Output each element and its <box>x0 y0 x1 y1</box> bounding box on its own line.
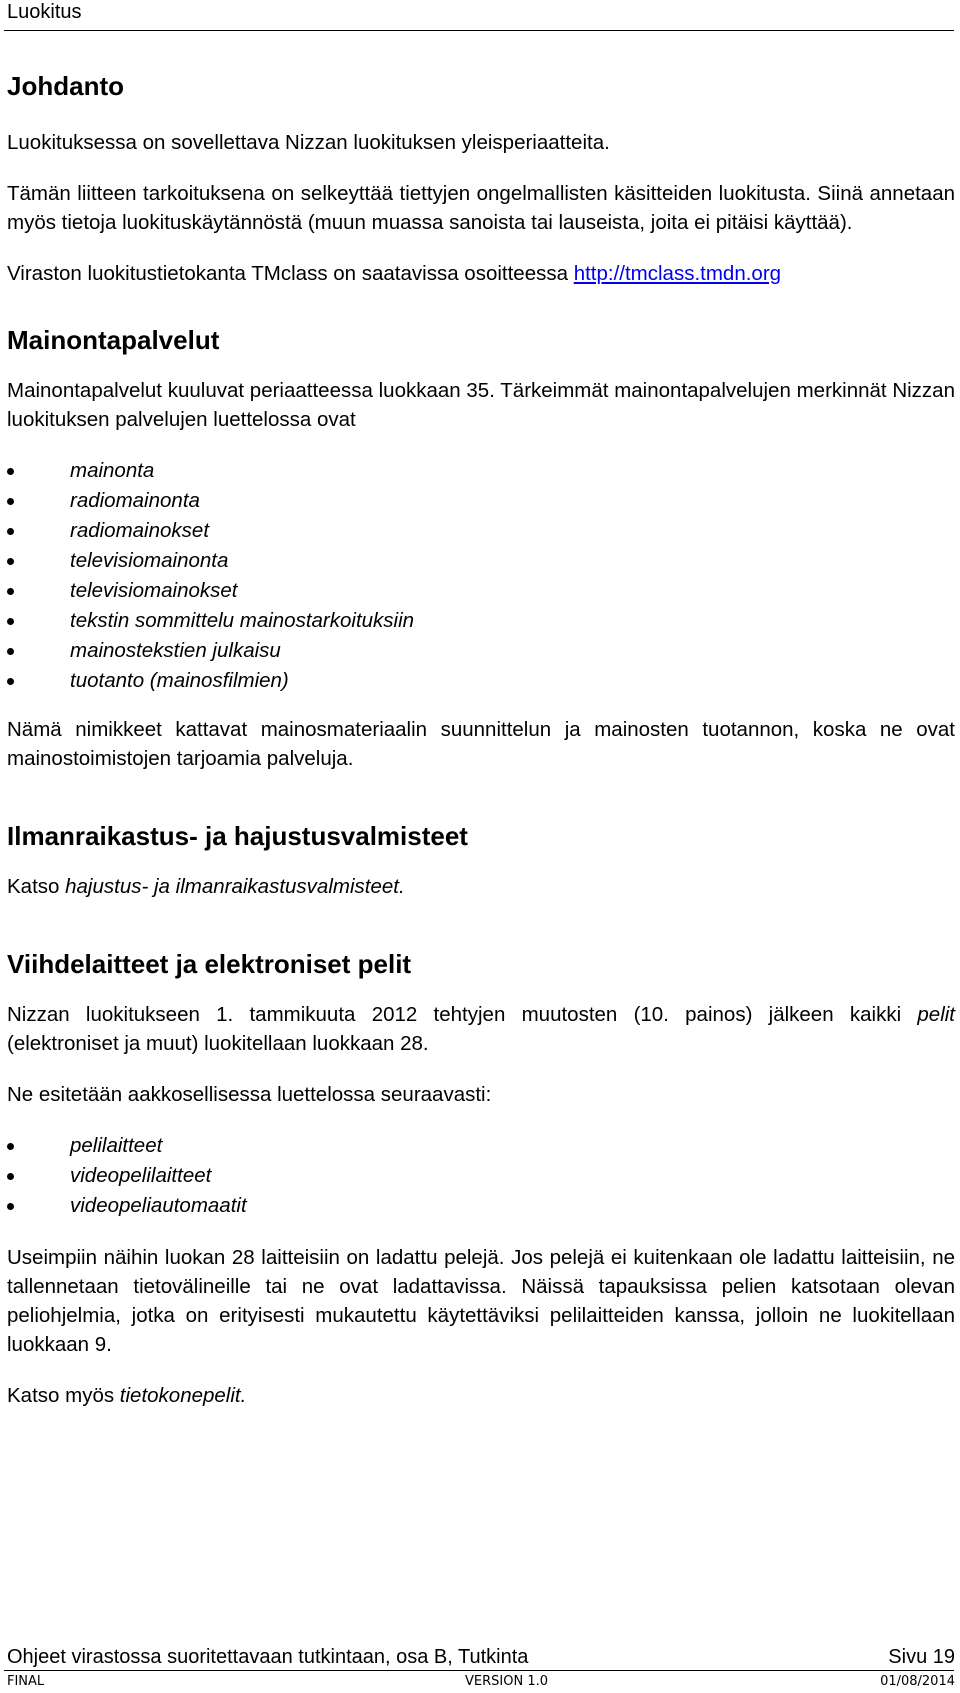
footer-rule <box>4 1670 954 1671</box>
list-item: mainostekstien julkaisu <box>7 636 955 666</box>
bullet-icon <box>7 648 14 655</box>
list-item: televisiomainokset <box>7 576 955 606</box>
intro-paragraph-3 <box>7 259 955 288</box>
games-paragraph-3: Useimpiin näihin luokan 28 laitteisiin on ladattu pelejä. Jos pelejä ei kuitenkaan ole ladattu laitteisiin, ne tallennetaan tietovälineille tai ne ovat ladattavissa. Näissä tapauksissa pelien katsotaan olevan peliohjelmia, jotka on erityisesti mukautettu käytettäviksi pelilaitteiden kanssa, jolloin ne luokitellaan luokkaan 9. <box>7 1246 955 1356</box>
list-item: tuotanto (mainosfilmien) <box>7 666 955 696</box>
games-paragraph-4: Katso myös tietokonepelit. <box>7 1384 247 1407</box>
page-number: Sivu 19 <box>888 1646 955 1668</box>
list-item: videopelilaitteet <box>7 1161 955 1191</box>
bullet-icon <box>7 1143 14 1150</box>
list-item: radiomainokset <box>7 516 955 546</box>
bullet-icon <box>7 618 14 625</box>
section-heading-advertising: Mainontapalvelut <box>7 325 220 355</box>
bullet-icon <box>7 528 14 535</box>
intro-paragraph-3-text: Viraston luokitustietokanta TMclass on saatavissa osoitteessa <box>7 262 574 285</box>
header-rule <box>4 30 954 31</box>
bullet-icon <box>7 1173 14 1180</box>
section-heading-games: Viihdelaitteet ja elektroniset pelit <box>7 949 412 979</box>
document-body <box>7 70 955 1410</box>
section-heading-intro: Johdanto <box>7 71 124 101</box>
document-version: VERSION 1.0 <box>465 1674 548 1689</box>
bullet-icon <box>7 678 14 685</box>
intro-paragraph-2: Tämän liitteen tarkoituksena on selkeyttää tiettyjen ongelmallisten käsitteiden luokitusta. Siinä annetaan myös tietoja luokituskäytännöstä (muun muassa sanoista tai lauseista, joita ei pitäisi käyttää). <box>7 182 955 234</box>
games-paragraph-2: Ne esitetään aakkosellisessa luettelossa seuraavasti: <box>7 1083 492 1106</box>
advertising-paragraph-1: Mainontapalvelut kuuluvat periaatteessa luokkaan 35. Tärkeimmät mainontapalvelujen merkinnät Nizzan luokituksen palvelujen luettelossa ovat <box>7 379 955 431</box>
section-heading-fresheners: Ilmanraikastus- ja hajustusvalmisteet <box>7 821 468 851</box>
list-item: radiomainonta <box>7 486 955 516</box>
document-status: FINAL <box>7 1674 45 1689</box>
bullet-icon <box>7 498 14 505</box>
document-date: 01/08/2014 <box>880 1674 955 1689</box>
tmclass-link[interactable]: http://tmclass.tmdn.org <box>573 262 782 285</box>
games-equipment-list <box>7 1131 955 1221</box>
list-item: videopeliautomaatit <box>7 1191 955 1221</box>
intro-paragraph-1: Luokituksessa on sovellettava Nizzan luokituksen yleisperiaatteita. <box>7 131 610 154</box>
advertising-paragraph-2: Nämä nimikkeet kattavat mainosmateriaalin suunnittelun ja mainosten tuotannon, koska ne ovat mainostoimistojen tarjoamia palveluja. <box>7 718 955 770</box>
list-item: mainonta <box>7 456 955 486</box>
bullet-icon <box>7 1203 14 1210</box>
bullet-icon <box>7 468 14 475</box>
list-item: pelilaitteet <box>7 1131 955 1161</box>
list-item: televisiomainonta <box>7 546 955 576</box>
cross-reference: tietokonepelit. <box>119 1384 247 1407</box>
footer-title: Ohjeet virastossa suoritettavaan tutkintaan, osa B, Tutkinta <box>7 1646 529 1668</box>
list-item: tekstin sommittelu mainostarkoituksiin <box>7 606 955 636</box>
advertising-services-list <box>7 456 955 696</box>
footer-title-row <box>7 1645 955 1669</box>
games-paragraph-1: Nizzan luokitukseen 1. tammikuuta 2012 tehtyjen muutosten (10. painos) jälkeen kaikki pelit (elektroniset ja muut) luokitellaan luokkaan 28. <box>7 1003 955 1055</box>
footer-meta-row <box>7 1674 955 1690</box>
cross-reference: hajustus- ja ilmanraikastusvalmisteet. <box>65 875 405 898</box>
running-header: Luokitus <box>7 1 82 23</box>
bullet-icon <box>7 588 14 595</box>
bullet-icon <box>7 558 14 565</box>
fresheners-paragraph: Katso hajustus- ja ilmanraikastusvalmisteet. <box>7 875 405 898</box>
